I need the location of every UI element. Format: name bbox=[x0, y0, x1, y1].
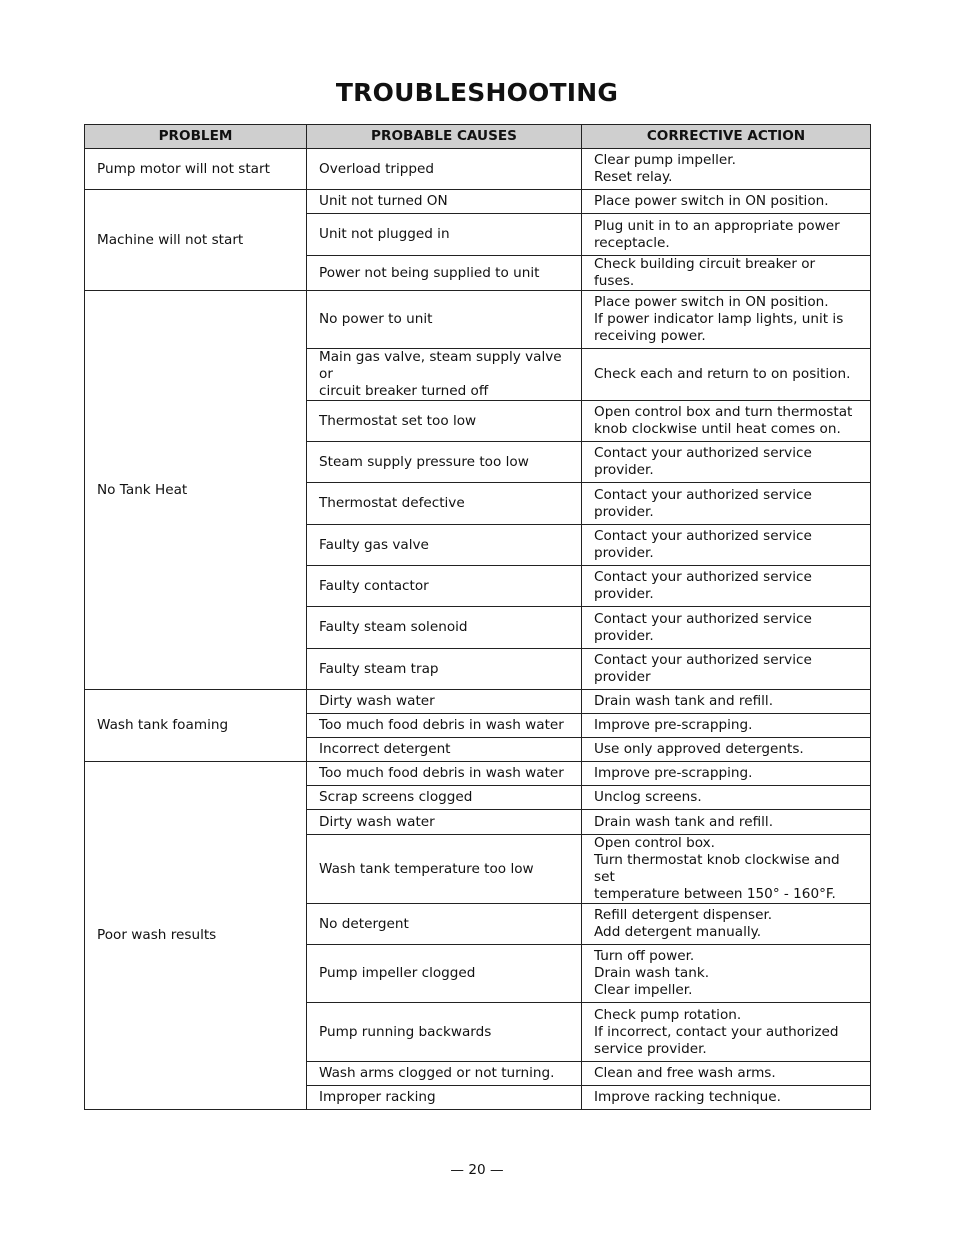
cause-cell: Too much food debris in wash water bbox=[307, 762, 582, 786]
problem-cell: No Tank Heat bbox=[85, 291, 307, 690]
action-cell: Check building circuit breaker or fuses. bbox=[582, 256, 871, 291]
page-title: TROUBLESHOOTING bbox=[335, 78, 619, 107]
problem-cell: Poor wash results bbox=[85, 762, 307, 1110]
table-row bbox=[85, 690, 871, 714]
table-row bbox=[85, 190, 871, 214]
cause-cell: Too much food debris in wash water bbox=[307, 714, 582, 738]
action-cell: Place power switch in ON position. If power indicator lamp lights, unit is receiving power. bbox=[582, 291, 871, 349]
action-cell: Improve pre-scrapping. bbox=[582, 762, 871, 786]
action-cell: Improve pre-scrapping. bbox=[582, 714, 871, 738]
cause-cell: Wash tank temperature too low bbox=[307, 835, 582, 904]
header-probable-causes: PROBABLE CAUSES bbox=[307, 125, 582, 149]
header-problem: PROBLEM bbox=[85, 125, 307, 149]
cause-cell: Unit not turned ON bbox=[307, 190, 582, 214]
problem-cell: Pump motor will not start bbox=[85, 149, 307, 190]
cause-cell: Power not being supplied to unit bbox=[307, 256, 582, 291]
cause-cell: Wash arms clogged or not turning. bbox=[307, 1062, 582, 1086]
problem-cell: Machine will not start bbox=[85, 190, 307, 291]
action-cell: Check each and return to on position. bbox=[582, 349, 871, 401]
action-cell: Improve racking technique. bbox=[582, 1086, 871, 1110]
action-cell: Open control box and turn thermostat knob clockwise until heat comes on. bbox=[582, 401, 871, 442]
action-cell: Drain wash tank and refill. bbox=[582, 690, 871, 714]
troubleshooting-table bbox=[84, 124, 871, 1110]
cause-cell: Improper racking bbox=[307, 1086, 582, 1110]
cause-cell: Overload tripped bbox=[307, 149, 582, 190]
cause-cell: Dirty wash water bbox=[307, 810, 582, 835]
action-cell: Open control box. Turn thermostat knob clockwise and set temperature between 150° - 160°F. bbox=[582, 835, 871, 904]
table-row bbox=[85, 291, 871, 349]
action-cell: Clean and free wash arms. bbox=[582, 1062, 871, 1086]
cause-cell: Thermostat defective bbox=[307, 483, 582, 525]
cause-cell: Faulty steam solenoid bbox=[307, 607, 582, 649]
cause-cell: Faulty steam trap bbox=[307, 649, 582, 690]
table-header-row bbox=[85, 125, 871, 149]
action-cell: Contact your authorized service provider. bbox=[582, 607, 871, 649]
action-cell: Turn off power. Drain wash tank. Clear impeller. bbox=[582, 945, 871, 1003]
action-cell: Contact your authorized service provider. bbox=[582, 442, 871, 483]
table-row bbox=[85, 762, 871, 786]
cause-cell: No detergent bbox=[307, 904, 582, 945]
cause-cell: Pump impeller clogged bbox=[307, 945, 582, 1003]
action-cell: Drain wash tank and refill. bbox=[582, 810, 871, 835]
header-corrective-action: CORRECTIVE ACTION bbox=[582, 125, 871, 149]
action-cell: Contact your authorized service provider. bbox=[582, 525, 871, 566]
cause-cell: Pump running backwards bbox=[307, 1003, 582, 1062]
action-cell: Contact your authorized service provider. bbox=[582, 483, 871, 525]
action-cell: Use only approved detergents. bbox=[582, 738, 871, 762]
action-cell: Unclog screens. bbox=[582, 786, 871, 810]
action-cell: Contact your authorized service provider. bbox=[582, 566, 871, 607]
page-number: — 20 — bbox=[450, 1162, 504, 1178]
cause-cell: Steam supply pressure too low bbox=[307, 442, 582, 483]
cause-cell: Thermostat set too low bbox=[307, 401, 582, 442]
cause-cell: Unit not plugged in bbox=[307, 214, 582, 256]
action-cell: Check pump rotation. If incorrect, contact your authorized service provider. bbox=[582, 1003, 871, 1062]
cause-cell: Dirty wash water bbox=[307, 690, 582, 714]
cause-cell: Faulty contactor bbox=[307, 566, 582, 607]
action-cell: Place power switch in ON position. bbox=[582, 190, 871, 214]
problem-cell: Wash tank foaming bbox=[85, 690, 307, 762]
cause-cell: No power to unit bbox=[307, 291, 582, 349]
cause-cell: Main gas valve, steam supply valve or circuit breaker turned off bbox=[307, 349, 582, 401]
action-cell: Plug unit in to an appropriate power receptacle. bbox=[582, 214, 871, 256]
table-row bbox=[85, 149, 871, 190]
cause-cell: Scrap screens clogged bbox=[307, 786, 582, 810]
action-cell: Contact your authorized service provider bbox=[582, 649, 871, 690]
cause-cell: Incorrect detergent bbox=[307, 738, 582, 762]
action-cell: Refill detergent dispenser. Add detergent manually. bbox=[582, 904, 871, 945]
action-cell: Clear pump impeller. Reset relay. bbox=[582, 149, 871, 190]
cause-cell: Faulty gas valve bbox=[307, 525, 582, 566]
